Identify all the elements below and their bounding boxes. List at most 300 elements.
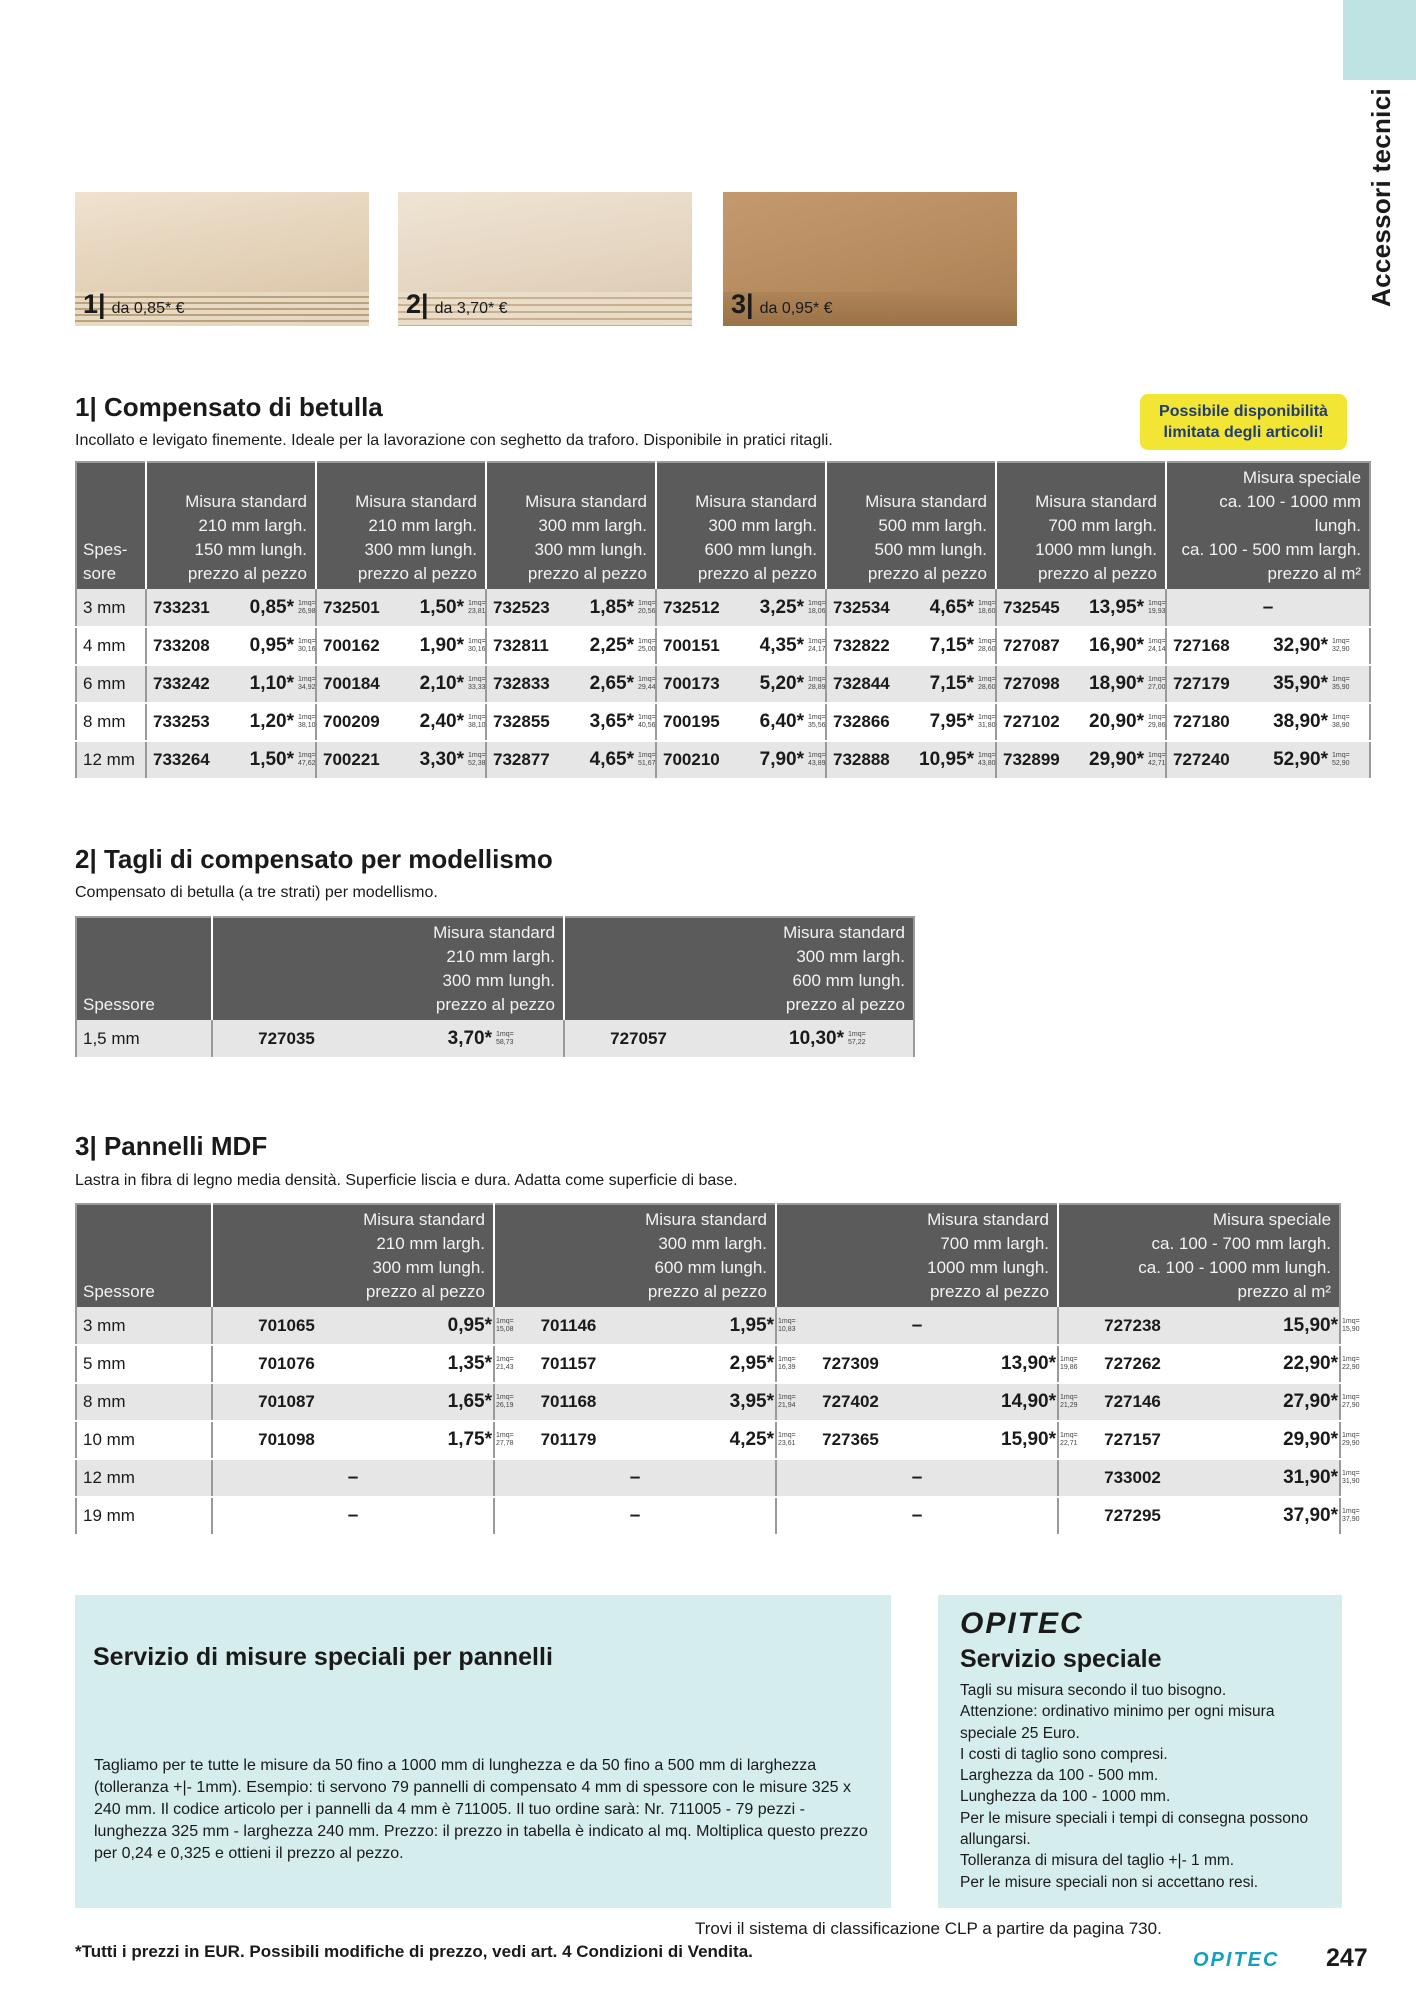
- unit-value: 28,60: [978, 684, 996, 691]
- unit-price: [466, 665, 486, 703]
- unit-value: 23,81: [468, 607, 486, 615]
- header-line: Spessore: [83, 1282, 155, 1301]
- thickness-header: [76, 1204, 212, 1307]
- price-cell: 15,90*: [1200, 1307, 1340, 1345]
- unit-value: 34,92: [298, 684, 316, 691]
- empty-cell: –: [776, 1497, 1058, 1535]
- header-line: Misura speciale: [1212, 1210, 1332, 1229]
- price-cell: 0,95*: [226, 627, 296, 665]
- article-code: 701179: [494, 1421, 636, 1459]
- unit-label: 1mq=: [1332, 752, 1350, 759]
- header-line: Misura standard: [363, 1210, 485, 1229]
- article-code: 733002: [1058, 1459, 1200, 1497]
- article-code: 701065: [212, 1307, 354, 1345]
- unit-label: 1mq=: [1148, 638, 1166, 645]
- header-line: 210 mm largh.: [446, 947, 555, 966]
- unit-label: 1mq=: [808, 638, 826, 645]
- unit-label: 1mq=: [638, 599, 656, 607]
- price-cell: 15,90*: [918, 1421, 1058, 1459]
- unit-value: 31,80: [978, 722, 996, 729]
- unit-price: [806, 665, 826, 703]
- empty-cell: –: [776, 1459, 1058, 1497]
- article-code: 732833: [486, 665, 566, 703]
- unit-value: 32,90: [1332, 646, 1350, 653]
- empty-cell: –: [212, 1497, 494, 1535]
- header-line: ca. 100 - 700 mm largh.: [1151, 1234, 1332, 1253]
- price-cell: 16,90*: [1076, 627, 1146, 665]
- unit-value: 38,10: [298, 722, 316, 729]
- article-code: 700162: [316, 627, 396, 665]
- unit-value: 20,56: [638, 607, 656, 615]
- table-row: [76, 741, 1370, 779]
- price-footnote: *Tutti i prezzi in EUR. Possibili modifiche di prezzo, vedi art. 4 Condizioni di Vendita.: [75, 1942, 753, 1961]
- header-line: 700 mm largh.: [1048, 516, 1158, 535]
- header-line: ca. 100 - 500 mm largh.: [1181, 540, 1362, 559]
- thickness-header: [76, 917, 212, 1020]
- unit-price: [976, 589, 996, 627]
- unit-price: [636, 589, 656, 627]
- unit-price: [296, 627, 316, 665]
- header-line: prezzo al pezzo: [697, 564, 817, 583]
- unit-label: 1mq=: [1148, 599, 1166, 607]
- unit-price: [1330, 741, 1370, 779]
- unit-price: [1330, 703, 1370, 741]
- price-cell: 7,15*: [906, 665, 976, 703]
- unit-label: 1mq=: [848, 1030, 866, 1038]
- article-code: 700184: [316, 665, 396, 703]
- unit-price: [296, 741, 316, 779]
- unit-label: 1mq=: [298, 676, 316, 683]
- price-cell: 10,95*: [906, 741, 976, 779]
- clp-note: Trovi il sistema di classificazione CLP a partire da pagina 730.: [695, 1919, 1162, 1938]
- article-code: 727168: [1166, 627, 1246, 665]
- unit-price: [976, 703, 996, 741]
- section-desc-3: Lastra in fibra di legno media densità. Superficie liscia e dura. Adatta come superficie di base.: [75, 1172, 738, 1189]
- header-line: prezzo al m²: [1267, 564, 1362, 583]
- unit-price: [806, 627, 826, 665]
- list-item: Attenzione: ordinativo minimo per ogni misura: [960, 1703, 1275, 1721]
- unit-price: [806, 703, 826, 741]
- price-cell: 1,50*: [396, 589, 466, 627]
- unit-label: 1mq=: [808, 752, 826, 759]
- header-line: Misura standard: [927, 1210, 1050, 1229]
- price-cell: 38,90*: [1246, 703, 1330, 741]
- table-row: [76, 589, 1370, 627]
- price-table-birch: [75, 461, 1371, 780]
- header-line: 300 mm largh.: [658, 1234, 767, 1253]
- unit-label: 1mq=: [638, 714, 656, 721]
- unit-price: [636, 665, 656, 703]
- price-cell: 27,90*: [1200, 1383, 1340, 1421]
- header-line: prezzo al pezzo: [867, 564, 987, 583]
- price-cell: 37,90*: [1200, 1497, 1340, 1535]
- corner-tab: [1343, 0, 1416, 80]
- price-cell: 2,65*: [566, 665, 636, 703]
- price-cell: 6,40*: [736, 703, 806, 741]
- table-row: [76, 1421, 1340, 1459]
- unit-price: [1330, 665, 1370, 703]
- article-code: 701168: [494, 1383, 636, 1421]
- unit-value: 24,14: [1148, 646, 1166, 653]
- column-header: [1166, 462, 1370, 589]
- unit-price: [494, 1020, 564, 1058]
- article-code: 732866: [826, 703, 906, 741]
- article-code: 701098: [212, 1421, 354, 1459]
- unit-label: 1mq=: [468, 638, 486, 645]
- header-line: Misura standard: [695, 492, 817, 511]
- header-line: 1000 mm lungh.: [1035, 540, 1158, 559]
- section-title-1: 1| Compensato di betulla: [75, 392, 383, 422]
- header-line: Misura standard: [865, 492, 987, 511]
- special-service-title: Servizio speciale: [960, 1645, 1162, 1673]
- thickness-header: [76, 462, 146, 589]
- price-cell: 1,75*: [354, 1421, 494, 1459]
- price-cell: 1,20*: [226, 703, 296, 741]
- header-line: 300 mm lungh.: [534, 540, 647, 559]
- unit-price: [976, 665, 996, 703]
- unit-label: 1mq=: [298, 714, 316, 721]
- section-desc-2: Compensato di betulla (a tre strati) per modellismo.: [75, 884, 438, 901]
- header-line: 700 mm largh.: [940, 1234, 1050, 1253]
- price-cell: 14,90*: [918, 1383, 1058, 1421]
- article-code: 733253: [146, 703, 226, 741]
- article-code: 700173: [656, 665, 736, 703]
- thickness-cell: 12 mm: [76, 1459, 212, 1497]
- unit-price: [1146, 627, 1166, 665]
- unit-value: 26,98: [298, 607, 316, 615]
- article-code: 732855: [486, 703, 566, 741]
- header-line: Misura standard: [1035, 492, 1158, 511]
- header-line: prezzo al pezzo: [647, 1282, 767, 1301]
- unit-value: 27,00: [1148, 684, 1166, 691]
- header-line: ca. 100 - 1000 mm lungh.: [1138, 1258, 1332, 1277]
- unit-price: [976, 627, 996, 665]
- unit-value: 24,17: [808, 646, 826, 653]
- price-table-model: [75, 916, 915, 1059]
- list-item: allungarsi.: [960, 1831, 1031, 1849]
- table-row: [76, 703, 1370, 741]
- unit-value: 28,89: [808, 684, 826, 691]
- empty-cell: –: [1166, 589, 1370, 627]
- article-code: 700209: [316, 703, 396, 741]
- unit-price: [296, 703, 316, 741]
- unit-price: [636, 703, 656, 741]
- header-line: Misura standard: [355, 492, 477, 511]
- price-cell: 4,25*: [636, 1421, 776, 1459]
- unit-label: 1mq=: [808, 714, 826, 721]
- unit-label: 1mq=: [298, 752, 316, 759]
- list-item: I costi di taglio sono compresi.: [960, 1745, 1168, 1763]
- article-code: 700210: [656, 741, 736, 779]
- unit-value: 51,67: [638, 760, 656, 767]
- service-title: Servizio di misure speciali per pannelli: [93, 1643, 553, 1671]
- price-cell: 22,90*: [1200, 1345, 1340, 1383]
- photo-price: da 0,85* €: [111, 300, 185, 317]
- article-code: 727240: [1166, 741, 1246, 779]
- thickness-cell: 3 mm: [76, 589, 146, 627]
- special-service-list: [960, 1680, 1330, 1893]
- price-cell: 1,95*: [636, 1307, 776, 1345]
- price-cell: 4,65*: [906, 589, 976, 627]
- opitec-logo: OPITEC: [960, 1607, 1084, 1640]
- unit-label: 1mq=: [298, 599, 316, 607]
- unit-price: [806, 589, 826, 627]
- unit-price: [806, 741, 826, 779]
- unit-label: 1mq=: [1148, 752, 1166, 759]
- price-cell: 3,95*: [636, 1383, 776, 1421]
- price-cell: 1,35*: [354, 1345, 494, 1383]
- price-cell: 32,90*: [1246, 627, 1330, 665]
- photo-price: da 0,95* €: [759, 300, 833, 317]
- header-row: [76, 1204, 1340, 1307]
- article-code: 727035: [212, 1020, 354, 1058]
- unit-price: [1146, 741, 1166, 779]
- photo-number: 1|: [83, 289, 106, 319]
- unit-price: [636, 741, 656, 779]
- unit-value: 38,90: [1332, 722, 1350, 729]
- unit-value: 40,56: [638, 722, 656, 729]
- header-line: Spes-: [83, 540, 128, 559]
- article-code: 701146: [494, 1307, 636, 1345]
- article-code: 727098: [996, 665, 1076, 703]
- list-item: Per le misure speciali non si accettano resi.: [960, 1873, 1259, 1891]
- article-code: 732899: [996, 741, 1076, 779]
- unit-value: 18,06: [808, 607, 826, 615]
- availability-notice: Possibile disponibilità limitata degli articoli!: [1140, 394, 1347, 450]
- price-cell: 7,95*: [906, 703, 976, 741]
- unit-value: 43,89: [808, 760, 826, 767]
- header-line: sore: [83, 564, 117, 583]
- unit-label: 1mq=: [468, 752, 486, 759]
- article-code: 727057: [564, 1020, 706, 1058]
- unit-value: 29,86: [1148, 722, 1166, 729]
- unit-price: [1146, 589, 1166, 627]
- list-item: Tolleranza di misura del taglio +|- 1 mm.: [960, 1852, 1235, 1870]
- list-item: Larghezza da 100 - 500 mm.: [960, 1767, 1159, 1785]
- unit-label: 1mq=: [1148, 676, 1166, 683]
- unit-value: 52,38: [468, 760, 486, 767]
- header-line: 210 mm largh.: [376, 1234, 485, 1253]
- article-code: 732534: [826, 589, 906, 627]
- column-header: [656, 462, 826, 589]
- header-line: 300 mm largh.: [538, 516, 647, 535]
- unit-label: 1mq=: [468, 676, 486, 683]
- section-title-3: 3| Pannelli MDF: [75, 1131, 268, 1161]
- article-code: 701157: [494, 1345, 636, 1383]
- unit-price: [1146, 665, 1166, 703]
- thickness-cell: 8 mm: [76, 1383, 212, 1421]
- unit-price: [846, 1020, 914, 1058]
- header-line: Misura standard: [645, 1210, 767, 1229]
- unit-label: 1mq=: [496, 1030, 514, 1038]
- unit-label: 1mq=: [808, 599, 826, 607]
- article-code: 733231: [146, 589, 226, 627]
- empty-cell: –: [212, 1459, 494, 1497]
- price-cell: 1,85*: [566, 589, 636, 627]
- product-photo-1: [75, 192, 369, 326]
- unit-price: [296, 665, 316, 703]
- price-cell: 3,65*: [566, 703, 636, 741]
- header-line: 600 mm lungh.: [792, 971, 905, 990]
- column-header: [212, 917, 564, 1020]
- unit-price: [1330, 627, 1370, 665]
- column-header: [776, 1204, 1058, 1307]
- section-title-2: 2| Tagli di compensato per modellismo: [75, 844, 553, 874]
- unit-label: 1mq=: [468, 714, 486, 721]
- article-code: 732512: [656, 589, 736, 627]
- header-line: 500 mm largh.: [878, 516, 987, 535]
- article-code: 727157: [1058, 1421, 1200, 1459]
- article-code: 701076: [212, 1345, 354, 1383]
- column-header: [826, 462, 996, 589]
- unit-label: 1mq=: [978, 714, 996, 721]
- header-line: ca. 100 - 1000 mm lungh.: [1219, 492, 1362, 535]
- unit-price: [466, 741, 486, 779]
- unit-label: 1mq=: [978, 752, 996, 759]
- article-code: 700151: [656, 627, 736, 665]
- product-photo-2: [398, 192, 692, 326]
- unit-label: 1mq=: [1332, 638, 1350, 645]
- list-item: Tagli su misura secondo il tuo bisogno.: [960, 1682, 1227, 1699]
- price-cell: 7,15*: [906, 627, 976, 665]
- unit-value: 38,10: [468, 722, 486, 729]
- unit-value: 19,93: [1148, 607, 1166, 615]
- price-cell: 1,90*: [396, 627, 466, 665]
- unit-value: 29,44: [638, 684, 656, 691]
- price-cell: 5,20*: [736, 665, 806, 703]
- article-code: 727262: [1058, 1345, 1200, 1383]
- header-line: 150 mm lungh.: [194, 540, 307, 559]
- unit-price: [636, 627, 656, 665]
- article-code: 733208: [146, 627, 226, 665]
- unit-label: 1mq=: [298, 638, 316, 645]
- table-row: [76, 1345, 1340, 1383]
- price-cell: 1,10*: [226, 665, 296, 703]
- unit-label: 1mq=: [978, 676, 996, 683]
- price-cell: 7,90*: [736, 741, 806, 779]
- side-section-label: Accessori tecnici: [1365, 87, 1396, 307]
- table-row: [76, 627, 1370, 665]
- table-row: [76, 665, 1370, 703]
- thickness-cell: 10 mm: [76, 1421, 212, 1459]
- unit-value: 58,73: [496, 1038, 514, 1046]
- column-header: [996, 462, 1166, 589]
- column-header: [316, 462, 486, 589]
- column-header: [564, 917, 914, 1020]
- table-row: [76, 1459, 1340, 1497]
- empty-cell: –: [776, 1307, 1058, 1345]
- thickness-cell: 3 mm: [76, 1307, 212, 1345]
- unit-value: 47,62: [298, 760, 316, 767]
- unit-label: 1mq=: [978, 599, 996, 607]
- thickness-cell: 19 mm: [76, 1497, 212, 1535]
- header-line: prezzo al pezzo: [357, 564, 477, 583]
- article-code: 727238: [1058, 1307, 1200, 1345]
- header-line: 300 mm lungh.: [442, 971, 555, 990]
- list-item: speciale 25 Euro.: [960, 1724, 1080, 1742]
- article-code: 727179: [1166, 665, 1246, 703]
- unit-value: 30,16: [298, 646, 316, 653]
- thickness-cell: 4 mm: [76, 627, 146, 665]
- unit-label: 1mq=: [638, 752, 656, 759]
- header-line: 300 mm largh.: [796, 947, 905, 966]
- unit-label: 1mq=: [1148, 714, 1166, 721]
- price-cell: 0,85*: [226, 589, 296, 627]
- unit-price: [1146, 703, 1166, 741]
- header-line: prezzo al pezzo: [527, 564, 647, 583]
- article-code: 701087: [212, 1383, 354, 1421]
- header-line: 500 mm lungh.: [874, 540, 987, 559]
- article-code: 727102: [996, 703, 1076, 741]
- article-code: 727402: [776, 1383, 918, 1421]
- article-code: 732545: [996, 589, 1076, 627]
- thickness-cell: 1,5 mm: [76, 1020, 212, 1058]
- section-desc-1: Incollato e levigato finemente. Ideale per la lavorazione con seghetto da traforo. Disponibile in pratici ritagli.: [75, 432, 833, 449]
- price-cell: 18,90*: [1076, 665, 1146, 703]
- column-header: [212, 1204, 494, 1307]
- thickness-cell: 6 mm: [76, 665, 146, 703]
- article-code: 732822: [826, 627, 906, 665]
- price-cell: 2,40*: [396, 703, 466, 741]
- unit-price: [466, 589, 486, 627]
- service-text: Tagliamo per te tutte le misure da 50 fino a 1000 mm di lunghezza e da 50 fino a 500 mm di larghezza (tolleranza +|- 1mm). Esempio: ti servono 79 pannelli di compensato 4 mm di spessore con le misure 325 x 240 mm. Il codice articolo per i pannelli da 4 mm è 711005. Il tuo ordine sarà: Nr. 711005 - 79 pezzi - lunghezza 325 mm - larghezza 240 mm. Prezzo: il prezzo in tabella è indicato al mq. Moltiplica questo prezzo per 0,24 e 0,325 e ottieni il prezzo al pezzo.: [94, 1757, 868, 1862]
- price-cell: 2,95*: [636, 1345, 776, 1383]
- unit-value: 18,60: [978, 607, 996, 615]
- price-cell: 4,65*: [566, 741, 636, 779]
- unit-value: 25,00: [638, 646, 656, 653]
- article-code: 727365: [776, 1421, 918, 1459]
- unit-value: 35,56: [808, 722, 826, 729]
- price-cell: 1,50*: [226, 741, 296, 779]
- unit-value: 52,90: [1332, 760, 1350, 767]
- article-code: 700195: [656, 703, 736, 741]
- price-cell: 2,25*: [566, 627, 636, 665]
- photo-number: 2|: [406, 289, 429, 319]
- header-line: Misura standard: [185, 492, 307, 511]
- column-header: [494, 1204, 776, 1307]
- empty-cell: –: [494, 1497, 776, 1535]
- price-cell: 2,10*: [396, 665, 466, 703]
- column-header: [1058, 1204, 1340, 1307]
- article-code: 700221: [316, 741, 396, 779]
- thickness-cell: 12 mm: [76, 741, 146, 779]
- unit-value: 42,71: [1148, 760, 1166, 767]
- article-code: 733242: [146, 665, 226, 703]
- price-cell: 13,90*: [918, 1345, 1058, 1383]
- article-code: 733264: [146, 741, 226, 779]
- price-cell: 13,95*: [1076, 589, 1146, 627]
- unit-label: 1mq=: [808, 676, 826, 683]
- unit-label: 1mq=: [638, 676, 656, 683]
- unit-label: 1mq=: [1332, 676, 1350, 683]
- article-code: 732844: [826, 665, 906, 703]
- price-cell: 4,35*: [736, 627, 806, 665]
- unit-label: 1mq=: [468, 599, 486, 607]
- unit-value: 28,60: [978, 646, 996, 653]
- header-line: prezzo al m²: [1237, 1282, 1332, 1301]
- list-item: Per le misure speciali i tempi di consegna possono: [960, 1809, 1309, 1827]
- unit-value: 43,80: [978, 760, 996, 767]
- page-number: 247: [1326, 1944, 1368, 1972]
- header-line: 210 mm largh.: [368, 516, 477, 535]
- table-row: [76, 1307, 1340, 1345]
- unit-label: 1mq=: [638, 638, 656, 645]
- table-row: [76, 1383, 1340, 1421]
- header-line: prezzo al pezzo: [435, 995, 555, 1014]
- price-cell: 3,25*: [736, 589, 806, 627]
- product-photo-3: [723, 192, 1017, 326]
- price-cell: 10,30*: [706, 1020, 846, 1058]
